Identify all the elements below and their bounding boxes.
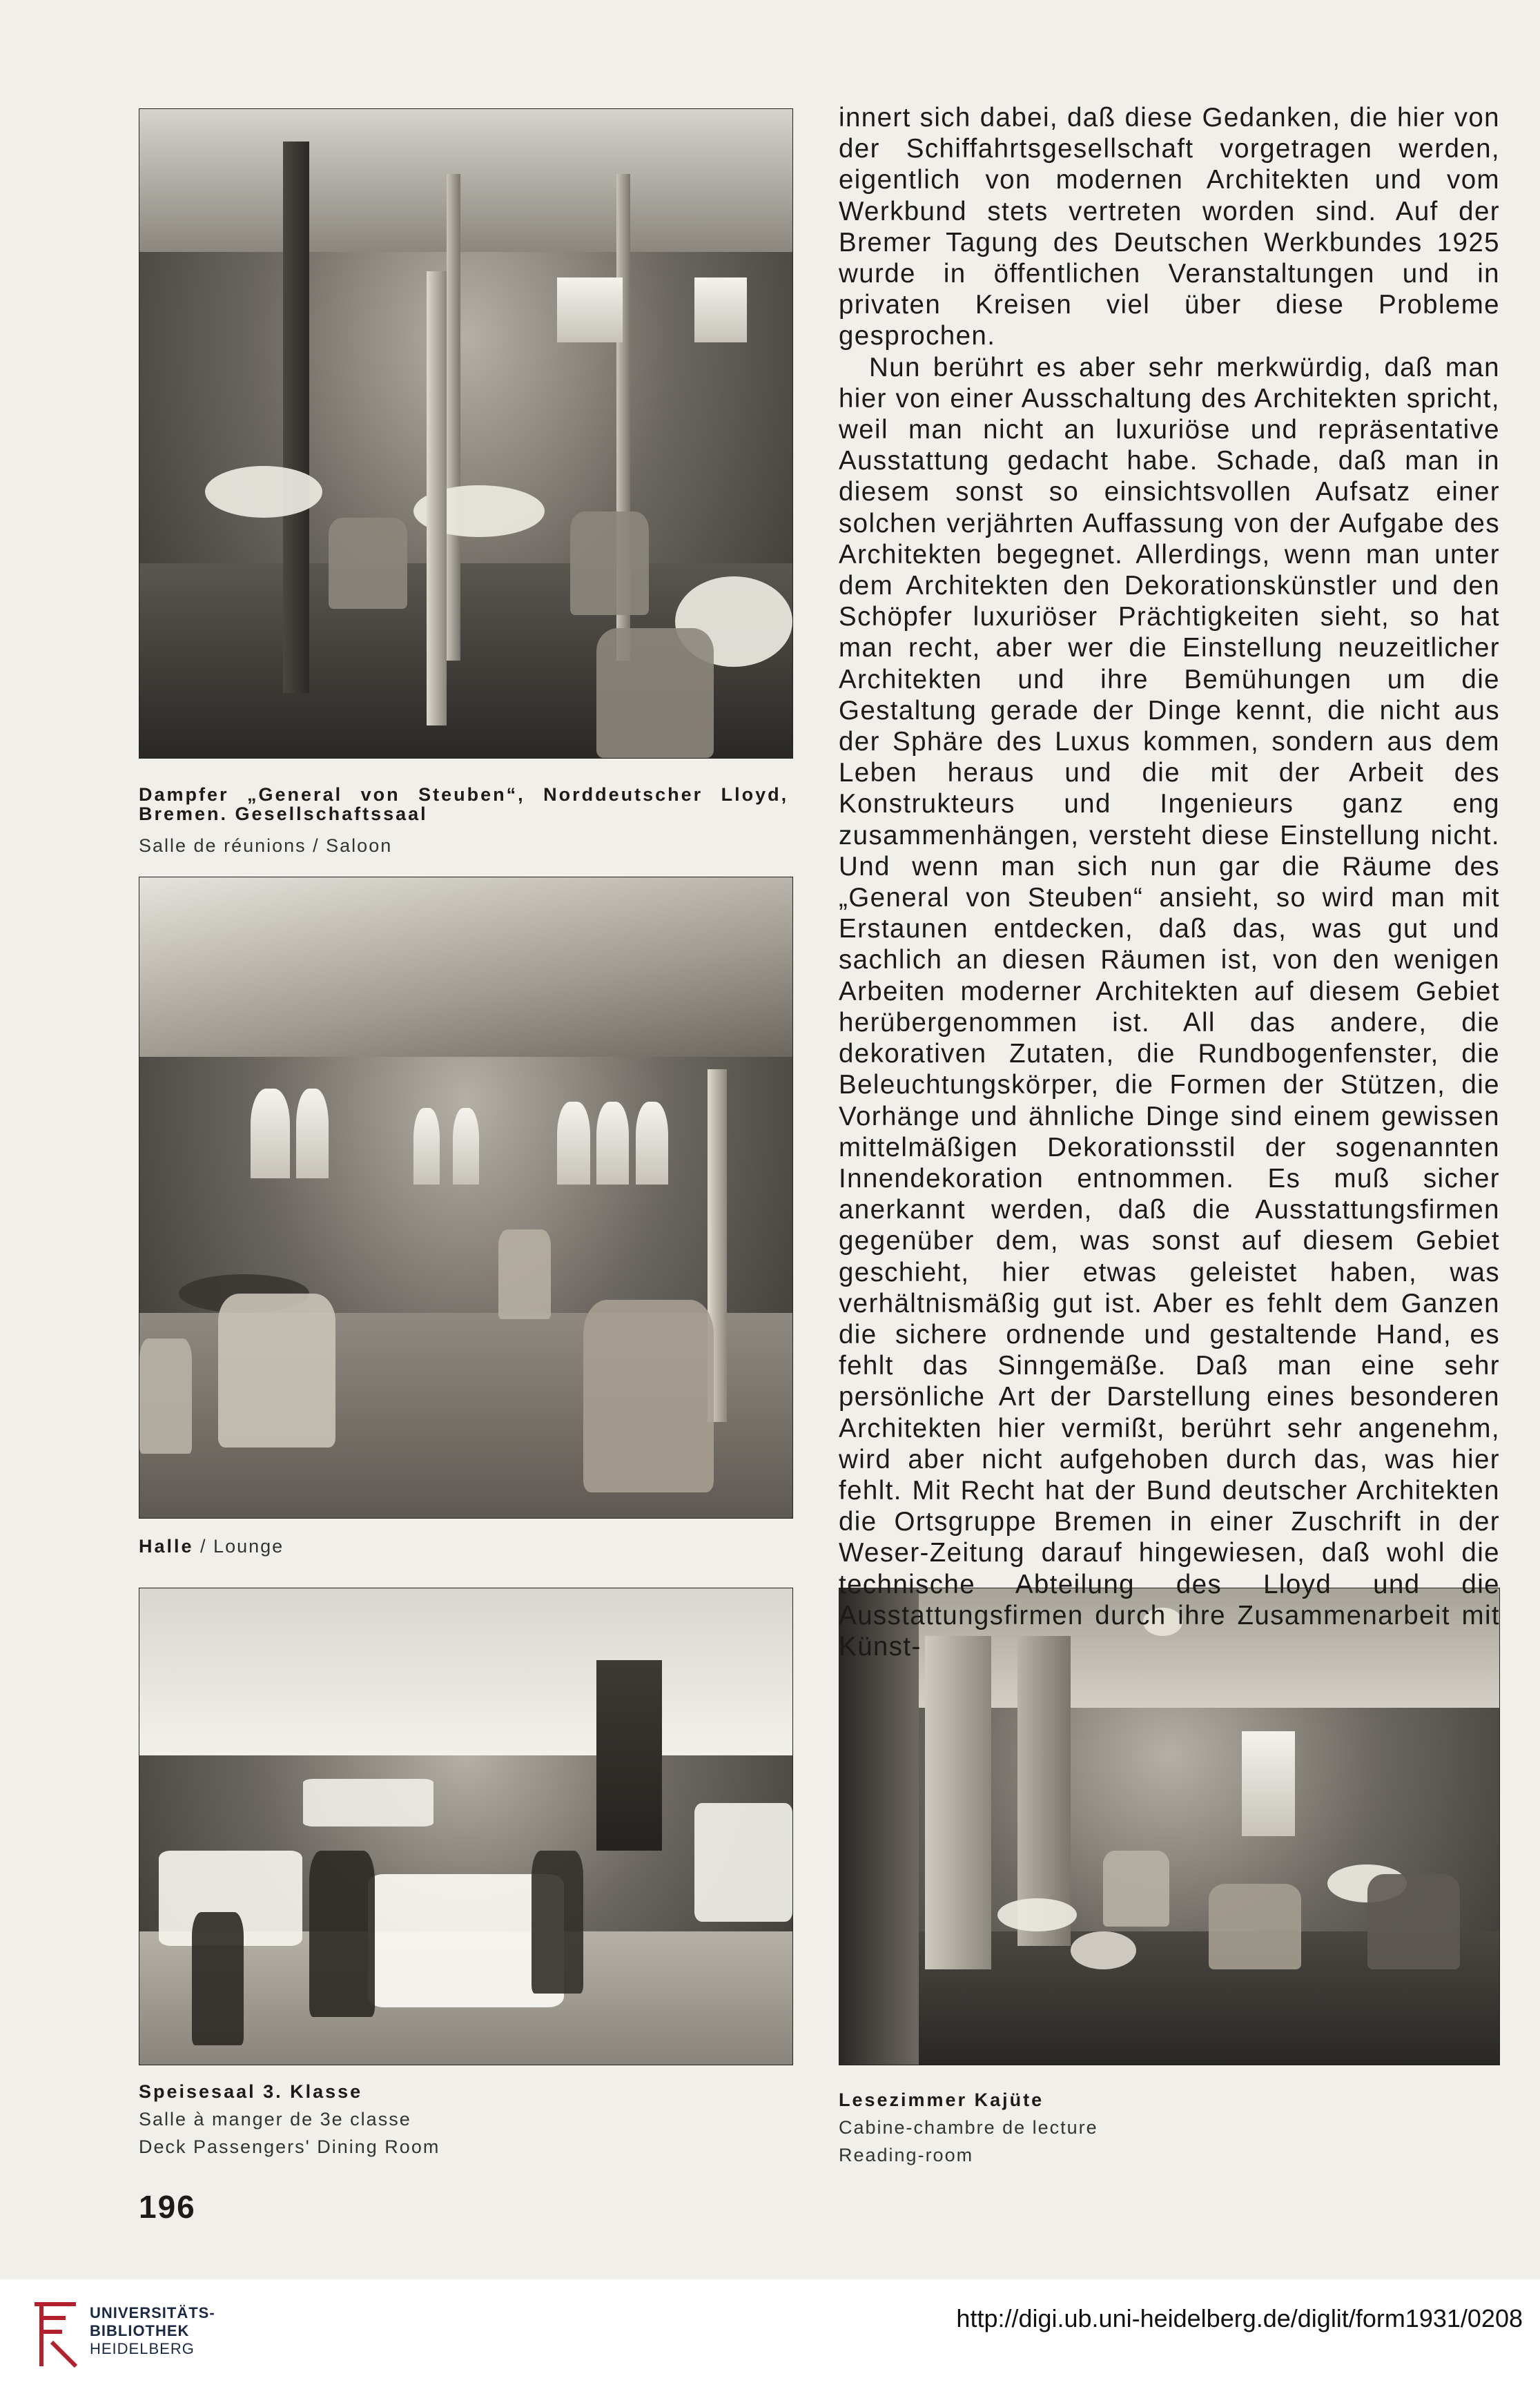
caption-lounge-subtitle: / Lounge — [193, 1536, 284, 1557]
caption-dining-title: Speisesaal 3. Klasse — [139, 2081, 363, 2102]
page-number: 196 — [139, 2189, 196, 2225]
article-paragraph-2: Nun berührt es aber sehr merkwürdig, daß man hier von einer Ausschaltung des Architekten spricht, weil man nicht an luxuriöse und repräsentative Ausstattung gedacht habe. Schade, daß man in diesem sonst so einsichtsvollen Aufsatz einer solchen verjährten Auffassung von der Aufgabe des Architekten begegnet. Allerdings, wenn man unter dem Architekten den Dekorationskünstler und den Schöpfer luxuriöser Prächtigkeiten sieht, so hat man recht, aber wer die Einstellung neuzeitlicher Architekten und ihre Bemühungen um die Gestaltung gerade der Dinge kennt, die nicht aus der Sphäre des Luxus kommen, sondern aus dem Leben heraus und die mit der Arbeit des Konstrukteurs und Ingenieurs ganz eng zusammenhängen, versteht diese Einstellung nicht. Und wenn man sich nun gar die Räume des „General von Steuben“ ansieht, so wird man mit Erstaunen entdecken, daß das, was gut und sachlich an diesen Räumen ist, von den wenigen Arbeiten moderner Architekten auf diesem Gebiet herübergenommen ist. All das andere, die dekorativen Zutaten, die Rundbogenfenster, die Beleuchtungskörper, die Formen der Stützen, die Vorhänge und ähnliche Dinge sind einem gewissen mittelmäßigen Dekorationsstil der sogenannten Innendekoration entnommen. Es muß sicher anerkannt werden, daß die Ausstattungsfirmen gegenüber dem, was sonst auf diesem Gebiet geschieht, hier etwas geleistet haben, was verhältnismäßig gut ist. Aber es fehlt dem Ganzen die sichere ordnende und gestaltende Hand, es fehlt das Sinngemäße. Daß man eine sehr persönliche Art der Darstellung eines besonderen Architekten hier vermißt, berührt sehr angenehm, wird aber nicht aufgehoben durch das, was hier fehlt. Mit Recht hat der Bund deutscher Architekten die Ortsgruppe Bremen in einer Zuschrift in der Weser-Zeitung darauf hingewiesen, daß wohl die technische Abteilung des Lloyd und die Ausstattungsfirmen durch ihre Zusammenarbeit mit Künst- — [839, 352, 1500, 1662]
article-paragraph-1: innert sich dabei, daß diese Gedanken, die hier von der Schiffahrtsgesellschaft vorgetragen werden, eigentlich von modernen Architekten und vom Werkbund stets vertreten worden sind. Auf der Bremer Tagung des Deutschen Werkbundes 1925 wurde in öffentlichen Veranstaltungen und in privaten Kreisen viel über diese Probleme gesprochen. — [839, 103, 1500, 351]
footer-bar — [0, 2279, 1540, 2387]
caption-lounge — [139, 1532, 284, 1560]
caption-saloon-title-1: Dampfer „General von Steuben“, Norddeutscher Lloyd, — [139, 784, 789, 805]
article-text — [839, 102, 1500, 1662]
photo-saloon — [139, 108, 793, 759]
library-name-line-3: HEIDELBERG — [90, 2340, 195, 2357]
caption-saloon-subtitle: Salle de réunions / Saloon — [139, 835, 393, 856]
library-name-line-1: UNIVERSITÄTS- — [90, 2304, 215, 2321]
library-name-line-2: BIBLIOTHEK — [90, 2322, 190, 2339]
library-logo-icon — [28, 2290, 83, 2373]
caption-reading-room — [839, 2086, 1098, 2169]
source-url-link[interactable]: http://digi.ub.uni-heidelberg.de/diglit/form1931/0208 — [956, 2304, 1523, 2332]
caption-dining-line2: Salle à manger de 3e classe — [139, 2109, 411, 2130]
caption-lounge-title: Halle — [139, 1536, 194, 1557]
photo-lounge — [139, 877, 793, 1519]
caption-saloon-title-2: Bremen. Gesellschaftssaal — [139, 803, 428, 824]
caption-reading-line2: Cabine-chambre de lecture — [839, 2117, 1098, 2138]
caption-saloon — [139, 785, 801, 859]
library-name — [90, 2304, 215, 2358]
caption-reading-title: Lesezimmer Kajüte — [839, 2089, 1044, 2110]
caption-reading-line3: Reading-room — [839, 2145, 974, 2165]
caption-dining-room — [139, 2078, 440, 2161]
caption-dining-line3: Deck Passengers' Dining Room — [139, 2136, 440, 2157]
photo-dining-room — [139, 1588, 793, 2065]
